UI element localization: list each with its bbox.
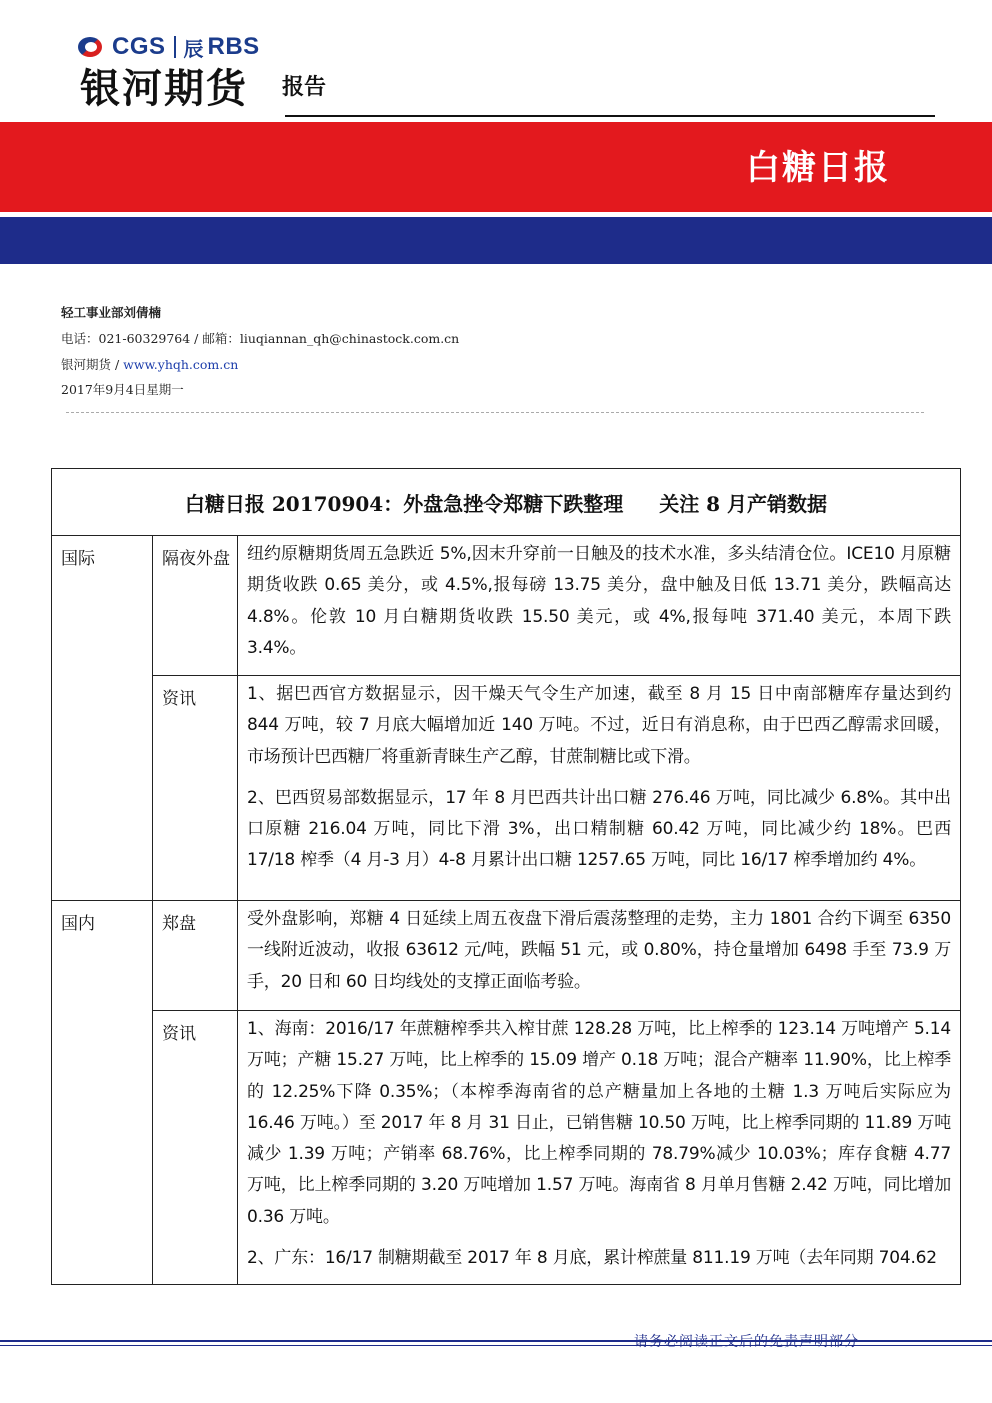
- table-title-row: [52, 469, 961, 536]
- category-intl: 国际: [52, 536, 153, 901]
- report-table: [51, 468, 961, 1285]
- category-domestic: 国内: [52, 901, 153, 1285]
- report-title-main: 白糖日报 20170904：外盘急挫令郑糖下跌整理: [184, 491, 624, 516]
- website-prefix: 银河期货 /: [61, 357, 124, 372]
- table-row: [52, 1011, 961, 1285]
- report-tag: 报告: [282, 75, 327, 100]
- report-title: [52, 469, 961, 536]
- blue-banner: [0, 217, 992, 264]
- zhengzhou-paragraph: 受外盘影响，郑糖 4 日延续上周五夜盘下滑后震荡整理的走势，主力 1801 合约下调至 6350 一线附近波动，收报 63612 元/吨，跌幅 51 元，或 0.80%，持仓量增加 6498 手至 73.9 万手，20 日和 60 日均线处的支撑正面临考验。: [247, 909, 951, 992]
- logo-cgs-text: CGS: [112, 33, 166, 60]
- rbs-logo-icon: 辰: [183, 36, 204, 61]
- contact-info: 电话：021-60329764 / 邮箱：liuqiannan_qh@chinastock.com.cn: [61, 331, 460, 346]
- table-row: [52, 676, 961, 901]
- intl-news-text: [238, 676, 961, 901]
- table-row: [52, 901, 961, 1011]
- website-line: [61, 356, 238, 374]
- banner-title: 白糖日报: [746, 148, 890, 188]
- website-link[interactable]: www.yhqh.com.cn: [123, 357, 239, 372]
- subcategory-night-market: 隔夜外盘: [153, 536, 238, 676]
- header-rule: [285, 115, 935, 117]
- author-name: 轻工事业部刘倩楠: [61, 305, 162, 320]
- subcategory-zhengzhou: 郑盘: [153, 901, 238, 1011]
- report-date: 2017年9月4日星期一: [61, 382, 184, 397]
- logo-rbs-text: RBS: [207, 33, 260, 60]
- report-title-sub: 关注 8 月产销数据: [659, 491, 828, 516]
- brand-name: 银河期货: [80, 66, 248, 112]
- cgs-logo-icon: [78, 34, 106, 60]
- subcategory-domestic-news: 资讯: [153, 1011, 238, 1285]
- dashed-divider: [66, 412, 924, 413]
- logo-divider: [174, 36, 176, 58]
- zhengzhou-text: [238, 901, 961, 1011]
- footer-disclaimer: 请务必阅读正文后的免责声明部分: [634, 1334, 859, 1350]
- night-market-paragraph: 纽约原糖期货周五急跌近 5%,因末升穿前一日触及的技术水准，多头结清仓位。ICE10 月原糖期货收跌 0.65 美分，或 4.5%,报每磅 13.75 美分，盘中触及日低 13.71 美分，跌幅高达 4.8%。伦敦 10 月白糖期货收跌 15.50 美元，或 4%,报每吨 371.40 美元，本周下跌 3.4%。: [247, 544, 951, 658]
- night-market-text: [238, 536, 961, 676]
- domestic-news-paragraph-2: 2、广东：16/17 制糖期截至 2017 年 8 月底，累计榨蔗量 811.19 万吨（去年同期 704.62: [247, 1248, 937, 1269]
- domestic-news-text: [238, 1011, 961, 1285]
- table-row: [52, 536, 961, 676]
- domestic-news-paragraph-1: 1、海南：2016/17 年蔗糖榨季共入榨甘蔗 128.28 万吨，比上榨季的 123.14 万吨增产 5.14 万吨；产糖 15.27 万吨，比上榨季的 15.09 增产 0.18 万吨；混合产糖率 11.90%，比上榨季的 12.25%下降 0.35%；（本榨季海南省的总产糖量加上各地的土糖 1.3 万吨后实际应为 16.46 万吨。）至 2017 年 8 月 31 日止，已销售糖 10.50 万吨，比上榨季同期的 11.89 万吨减少 1.39 万吨；产销率 68.76%，比上榨季同期的 78.79%减少 10.03%；库存食糖 4.77 万吨，比上榨季同期的 3.20 万吨增加 1.57 万吨。海南省 8 月单月售糖 2.42 万吨，同比增加 0.36 万吨。: [247, 1019, 951, 1227]
- intl-news-paragraph-1: 1、据巴西官方数据显示，因干燥天气令生产加速，截至 8 月 15 日中南部糖库存量达到约 844 万吨，较 7 月底大幅增加近 140 万吨。不过，近日有消息称，由于巴西乙醇需求回暖，市场预计巴西糖厂将重新青睐生产乙醇，甘蔗制糖比或下滑。: [247, 684, 951, 767]
- company-logo: [78, 30, 260, 64]
- subcategory-intl-news: 资讯: [153, 676, 238, 901]
- intl-news-paragraph-2: 2、巴西贸易部数据显示，17 年 8 月巴西共计出口糖 276.46 万吨，同比减少 6.8%。其中出口原糖 216.04 万吨，同比下滑 3%，出口精制糖 60.42 万吨，同比减少约 18%。巴西 17/18 榨季（4 月-3 月）4-8 月累计出口糖 1257.65 万吨，同比 16/17 榨季增加约 4%。: [247, 787, 951, 871]
